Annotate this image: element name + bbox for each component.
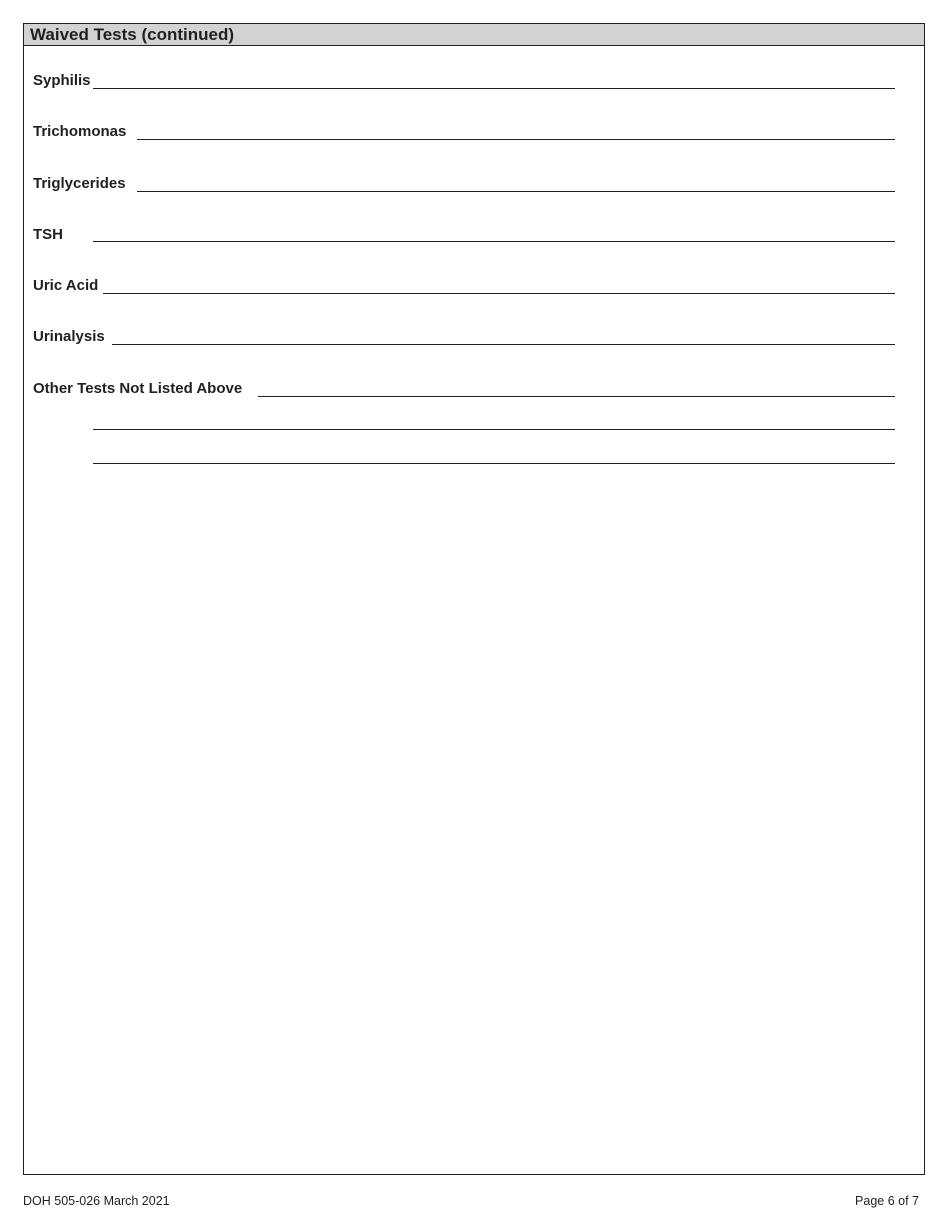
field-label-uric-acid: Uric Acid <box>33 277 99 294</box>
footer-page-number: Page 6 of 7 <box>855 1194 919 1208</box>
field-line-other-tests-2[interactable] <box>93 429 895 430</box>
field-line-tsh[interactable] <box>93 241 895 242</box>
field-label-syphilis: Syphilis <box>33 72 91 89</box>
section-header: Waived Tests (continued) <box>24 24 924 46</box>
field-line-other-tests-3[interactable] <box>93 463 895 464</box>
field-label-triglycerides: Triglycerides <box>33 175 126 192</box>
field-line-trichomonas[interactable] <box>137 139 895 140</box>
footer-form-id: DOH 505-026 March 2021 <box>23 1194 170 1208</box>
field-line-syphilis[interactable] <box>93 88 895 89</box>
field-label-trichomonas: Trichomonas <box>33 123 127 140</box>
field-label-other-tests: Other Tests Not Listed Above <box>33 380 243 397</box>
field-line-other-tests-1[interactable] <box>258 396 895 397</box>
field-line-triglycerides[interactable] <box>137 191 895 192</box>
field-label-urinalysis: Urinalysis <box>33 328 105 345</box>
form-frame <box>23 23 925 1175</box>
field-line-uric-acid[interactable] <box>103 293 895 294</box>
field-label-tsh: TSH <box>33 226 63 243</box>
field-line-urinalysis[interactable] <box>112 344 895 345</box>
